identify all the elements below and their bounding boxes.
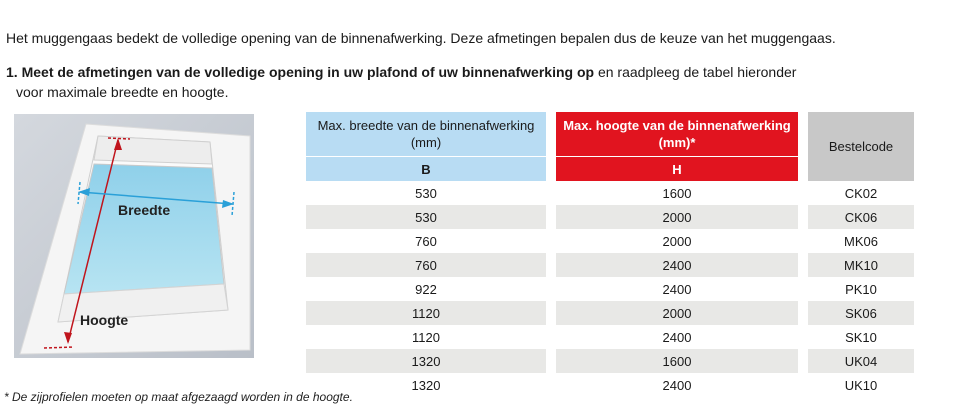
footnote: * De zijprofielen moeten op maat afgezaagd worden in de hoogte. xyxy=(4,390,353,404)
header-code: Bestelcode xyxy=(808,112,914,181)
intro-text: Het muggengaas bedekt de volledige opening van de binnenafwerking. Deze afmetingen bepalen dus de keuze van het muggengaas. xyxy=(6,30,836,46)
cell-code: MK06 xyxy=(844,233,878,249)
cell-code: CK06 xyxy=(808,205,914,229)
cell-code: SK10 xyxy=(845,329,877,345)
header-width: Max. breedte van de binnenafwerking (mm) xyxy=(306,112,546,156)
cell-code: UK10 xyxy=(844,377,878,393)
cell-height: 2400 xyxy=(662,377,692,393)
cell-width: 1120 xyxy=(306,301,546,325)
cell-code: UK04 xyxy=(808,349,914,373)
cell-code: PK10 xyxy=(845,281,877,297)
step-number: 1. xyxy=(6,64,18,80)
roof-window-drawing xyxy=(14,114,254,358)
label-hoogte: Hoogte xyxy=(80,312,129,328)
cell-width: 1120 xyxy=(412,329,440,345)
cell-width: 530 xyxy=(306,205,546,229)
cell-width: 760 xyxy=(415,233,437,249)
cell-height: 2400 xyxy=(662,281,692,297)
cell-width: 1320 xyxy=(411,377,441,393)
table-row xyxy=(306,253,914,277)
cell-height: 2000 xyxy=(556,205,798,229)
cell-height: 2400 xyxy=(662,329,692,345)
cell-height: 1600 xyxy=(662,185,692,201)
roof-window-illustration xyxy=(14,114,254,358)
table-row xyxy=(306,373,914,397)
cell-width: 922 xyxy=(415,281,437,297)
table-row xyxy=(306,349,914,373)
cell-width: 530 xyxy=(415,185,437,201)
step-instruction xyxy=(6,62,796,102)
table-row xyxy=(306,301,914,325)
cell-width: 760 xyxy=(306,253,546,277)
dimension-table xyxy=(306,112,914,397)
cell-height: 2400 xyxy=(556,253,798,277)
cell-code: MK10 xyxy=(808,253,914,277)
cell-code: CK02 xyxy=(844,185,878,201)
cell-height: 2000 xyxy=(662,233,692,249)
label-breedte: Breedte xyxy=(118,202,171,218)
header-height-sub: H xyxy=(556,156,798,181)
step-bold-text: Meet de afmetingen van de volledige opening in uw plafond of uw binnenafwerking op xyxy=(21,64,595,80)
table-row xyxy=(306,277,914,301)
table-row xyxy=(306,325,914,349)
table-row xyxy=(306,205,914,229)
table-row xyxy=(306,229,914,253)
cell-height: 2000 xyxy=(556,301,798,325)
table-body xyxy=(306,181,914,397)
header-width-sub: B xyxy=(306,156,546,181)
header-height: Max. hoogte van de binnenafwerking (mm)* xyxy=(556,112,798,156)
step-line2: voor maximale breedte en hoogte. xyxy=(16,84,229,100)
table-row xyxy=(306,181,914,205)
cell-code: SK06 xyxy=(808,301,914,325)
step-rest-text: en raadpleeg de tabel hieronder xyxy=(594,64,797,80)
cell-height: 1600 xyxy=(556,349,798,373)
cell-width: 1320 xyxy=(306,349,546,373)
